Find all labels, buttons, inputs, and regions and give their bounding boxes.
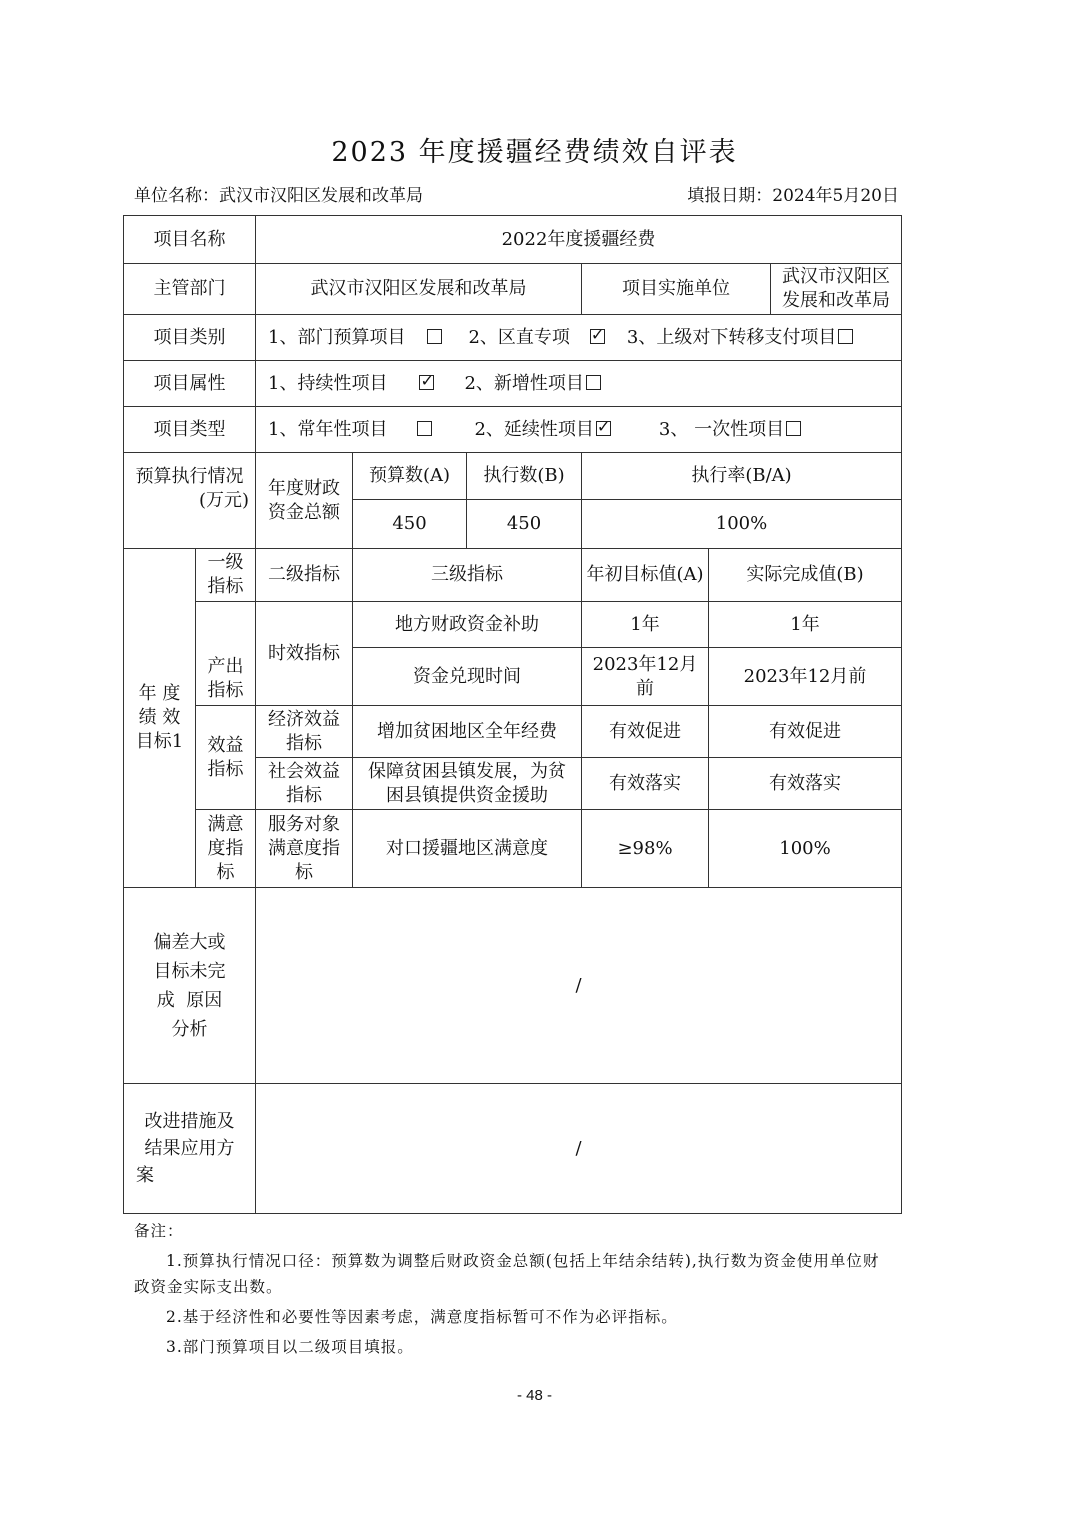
deviation-label-line: 目标未完 xyxy=(153,960,226,982)
checkbox-icon[interactable] xyxy=(786,421,801,436)
impl-unit-label: 项目实施单位 xyxy=(582,264,771,315)
level1-header xyxy=(196,549,256,602)
budget-label xyxy=(124,453,256,549)
table-row xyxy=(124,216,902,264)
checkbox-icon[interactable] xyxy=(427,329,442,344)
exec-b-value: 450 xyxy=(467,500,582,549)
satisfaction-indicator xyxy=(196,810,256,888)
benefit-indicator-line: 指标 xyxy=(207,759,244,780)
table-row xyxy=(124,810,902,888)
checkbox-icon[interactable] xyxy=(590,329,605,344)
improvement-label-line: 案 xyxy=(136,1165,154,1186)
page-title: 2023 年度援疆经费绩效自评表 xyxy=(331,137,738,168)
rate-header: 执行率(B/A) xyxy=(582,453,902,500)
deviation-label xyxy=(124,888,256,1084)
rate-value: 100% xyxy=(582,500,902,549)
deviation-label-line: 分析 xyxy=(171,1018,208,1040)
checkbox-icon[interactable] xyxy=(596,421,611,436)
type-label: 项目类型 xyxy=(124,407,256,453)
improvement-label-line: 改进措施及 xyxy=(144,1111,235,1132)
deviation-label-line: 成 原因 xyxy=(156,989,223,1011)
table-row xyxy=(124,315,902,361)
improvement-value: / xyxy=(256,1084,902,1214)
service-indicator-line: 标 xyxy=(295,861,313,883)
type-option-3: 3、 一次性项目 xyxy=(658,418,785,440)
social-indicator-line: 社会效益 xyxy=(268,760,340,782)
note-item: 1.预算执行情况口径：预算数为调整后财政资金总额(包括上年结余结转),执行数为资金使用单位财政资金实际支出数。 xyxy=(134,1252,880,1296)
level1-header-line: 指标 xyxy=(207,576,244,597)
checkbox-icon[interactable] xyxy=(586,375,601,390)
table-row xyxy=(124,1084,902,1214)
goal-label-line: 绩 效 xyxy=(138,707,181,728)
output-indicator xyxy=(196,602,256,706)
budget-a-value: 450 xyxy=(353,500,467,549)
impl-unit-line: 发展和改革局 xyxy=(782,290,890,311)
category-label: 项目类别 xyxy=(124,315,256,361)
dept-value: 武汉市汉阳区发展和改革局 xyxy=(256,264,582,315)
type-options xyxy=(256,407,902,453)
evaluation-table xyxy=(123,215,902,1214)
satisfaction-indicator-line: 标 xyxy=(216,861,235,883)
category-option-1: 1、部门预算项目 xyxy=(268,326,406,348)
service-satisfaction-indicator xyxy=(256,810,353,888)
table-row xyxy=(124,706,902,758)
level2-header: 二级指标 xyxy=(256,549,353,602)
deviation-label-line: 偏差大或 xyxy=(153,931,226,953)
category-options xyxy=(256,315,902,361)
dept-label: 主管部门 xyxy=(124,264,256,315)
goal-label-line: 目标1 xyxy=(135,731,184,752)
table-row xyxy=(124,407,902,453)
goal-label-line: 年 度 xyxy=(138,683,181,704)
level3-value-line: 保障贫困县镇发展，为贫 xyxy=(368,760,566,782)
budget-label-unit: (万元) xyxy=(198,490,249,511)
improvement-label xyxy=(124,1084,256,1214)
page-number: - 48 - xyxy=(516,1387,552,1404)
satisfaction-indicator-line: 度指 xyxy=(207,837,244,859)
social-indicator-line: 指标 xyxy=(286,784,322,806)
level3-value: 对口援疆地区满意度 xyxy=(353,810,582,888)
level3-value-line: 困县镇提供资金援助 xyxy=(386,784,548,806)
report-date-label: 填报日期： xyxy=(687,186,773,206)
note-item: 3.部门预算项目以二级项目填报。 xyxy=(166,1338,414,1356)
econ-indicator-line: 指标 xyxy=(286,732,322,754)
econ-indicator-line: 经济效益 xyxy=(268,708,340,730)
goal-label xyxy=(124,549,196,888)
impl-unit-line: 武汉市汉阳区 xyxy=(782,266,890,287)
actual-value: 100% xyxy=(709,810,902,888)
unit-name-label: 单位名称： xyxy=(134,186,219,206)
project-name-label: 项目名称 xyxy=(124,216,256,264)
satisfaction-indicator-line: 满意 xyxy=(207,813,244,835)
checkbox-icon[interactable] xyxy=(838,329,853,344)
benefit-indicator xyxy=(196,706,256,810)
attr-options xyxy=(256,361,902,407)
project-name-value: 2022年度援疆经费 xyxy=(256,216,902,264)
output-indicator-line: 指标 xyxy=(207,680,244,701)
table-row xyxy=(124,549,902,602)
annual-fund-line: 年度财政 xyxy=(268,477,340,499)
attr-option-1: 1、持续性项目 xyxy=(268,372,388,394)
annual-fund-label xyxy=(256,453,353,549)
annual-fund-line: 资金总额 xyxy=(268,501,340,523)
level3-header: 三级指标 xyxy=(353,549,582,602)
actual-value: 有效落实 xyxy=(709,758,902,810)
deviation-value: / xyxy=(256,888,902,1084)
impl-unit-value xyxy=(771,264,902,315)
report-date-value: 2024年5月20日 xyxy=(772,186,899,206)
level3-value: 资金兑现时间 xyxy=(353,648,582,706)
note-item: 2.基于经济性和必要性等因素考虑，满意度指标暂可不作为必评指标。 xyxy=(166,1308,678,1326)
attr-label: 项目属性 xyxy=(124,361,256,407)
actual-header: 实际完成值(B) xyxy=(709,549,902,602)
level3-value: 增加贫困地区全年经费 xyxy=(353,706,582,758)
report-date-line xyxy=(687,181,899,206)
service-indicator-line: 满意度指 xyxy=(268,837,340,859)
level3-value: 地方财政资金补助 xyxy=(353,602,582,648)
notes-section xyxy=(134,1218,894,1364)
actual-value: 有效促进 xyxy=(709,706,902,758)
exec-b-header: 执行数(B) xyxy=(467,453,582,500)
target-value: 2023年12月前 xyxy=(582,648,709,706)
category-option-2: 2、区直专项 xyxy=(468,326,570,348)
attr-option-2: 2、新增性项目 xyxy=(464,372,584,394)
checkbox-icon[interactable] xyxy=(417,421,432,436)
output-indicator-line: 产出 xyxy=(207,656,244,677)
category-option-3: 3、上级对下转移支付项目 xyxy=(626,326,837,348)
level3-value xyxy=(353,758,582,810)
timeliness-indicator: 时效指标 xyxy=(256,602,353,706)
improvement-label-line: 结果应用方 xyxy=(144,1138,235,1159)
actual-value: 1年 xyxy=(709,602,902,648)
checkbox-icon[interactable] xyxy=(419,375,434,390)
table-row xyxy=(124,264,902,315)
target-value: ≥98% xyxy=(582,810,709,888)
target-value: 有效落实 xyxy=(582,758,709,810)
budget-label-line: 预算执行情况 xyxy=(135,466,244,487)
service-indicator-line: 服务对象 xyxy=(268,813,340,835)
table-row xyxy=(124,361,902,407)
table-row xyxy=(124,602,902,648)
target-value: 有效促进 xyxy=(582,706,709,758)
level1-header-line: 一级 xyxy=(207,552,244,573)
table-row xyxy=(124,888,902,1084)
table-row xyxy=(124,453,902,500)
type-option-2: 2、延续性项目 xyxy=(474,418,594,440)
budget-a-header: 预算数(A) xyxy=(353,453,467,500)
econ-indicator xyxy=(256,706,353,758)
unit-name-value: 武汉市汉阳区发展和改革局 xyxy=(219,186,423,206)
unit-name-line xyxy=(134,181,423,206)
actual-value: 2023年12月前 xyxy=(709,648,902,706)
social-indicator xyxy=(256,758,353,810)
target-value: 1年 xyxy=(582,602,709,648)
type-option-1: 1、常年性项目 xyxy=(268,418,388,440)
target-header: 年初目标值(A) xyxy=(582,549,709,602)
notes-heading: 备注： xyxy=(134,1222,184,1240)
benefit-indicator-line: 效益 xyxy=(207,735,244,756)
